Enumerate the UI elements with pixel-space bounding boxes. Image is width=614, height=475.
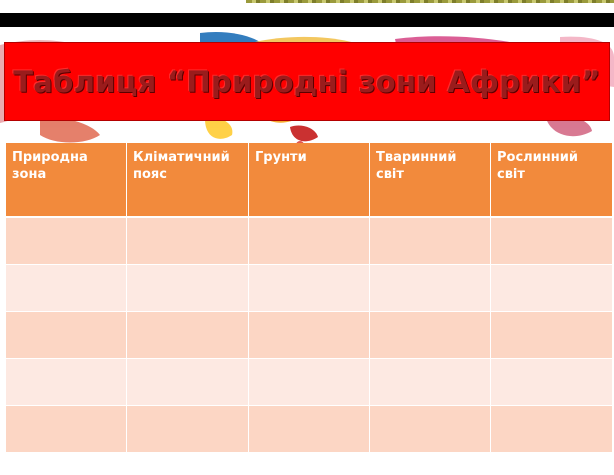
- decorative-border: [246, 0, 614, 3]
- table-row: [6, 405, 613, 452]
- header-natural-zone: Природна зона: [6, 143, 127, 217]
- table-row: [6, 358, 613, 405]
- table-row: [6, 217, 613, 264]
- table-cell[interactable]: [370, 358, 491, 405]
- table-cell[interactable]: [6, 358, 127, 405]
- table-cell[interactable]: [370, 405, 491, 452]
- table-row: [6, 264, 613, 311]
- natural-zones-table: [5, 143, 613, 453]
- table-cell[interactable]: [127, 264, 249, 311]
- top-strip: [0, 0, 614, 13]
- slide-title: Таблиця “Природні зони Африки”: [13, 64, 601, 99]
- table-cell[interactable]: [491, 405, 613, 452]
- table-cell[interactable]: [127, 311, 249, 358]
- table-cell[interactable]: [249, 405, 370, 452]
- table-cell[interactable]: [127, 405, 249, 452]
- table-cell[interactable]: [127, 217, 249, 264]
- table-cell[interactable]: [249, 264, 370, 311]
- table-cell[interactable]: [127, 358, 249, 405]
- table-cell[interactable]: [370, 217, 491, 264]
- table-cell[interactable]: [6, 264, 127, 311]
- table-cell[interactable]: [6, 217, 127, 264]
- table-cell[interactable]: [6, 405, 127, 452]
- zones-table-container: [5, 143, 612, 475]
- table-header-row: [6, 143, 613, 217]
- table-cell[interactable]: [249, 311, 370, 358]
- table-cell[interactable]: [249, 358, 370, 405]
- table-cell[interactable]: [491, 217, 613, 264]
- table-row: [6, 311, 613, 358]
- table-cell[interactable]: [370, 311, 491, 358]
- table-cell[interactable]: [491, 358, 613, 405]
- header-band: [0, 13, 614, 27]
- header-climate-belt: Кліматичний пояс: [127, 143, 249, 217]
- table-cell[interactable]: [370, 264, 491, 311]
- header-soils: Грунти: [249, 143, 370, 217]
- header-fauna: Тваринний світ: [370, 143, 491, 217]
- header-flora: Рослинний світ: [491, 143, 613, 217]
- table-cell[interactable]: [6, 311, 127, 358]
- title-banner: [4, 42, 610, 121]
- table-cell[interactable]: [491, 311, 613, 358]
- table-cell[interactable]: [249, 217, 370, 264]
- table-cell[interactable]: [491, 264, 613, 311]
